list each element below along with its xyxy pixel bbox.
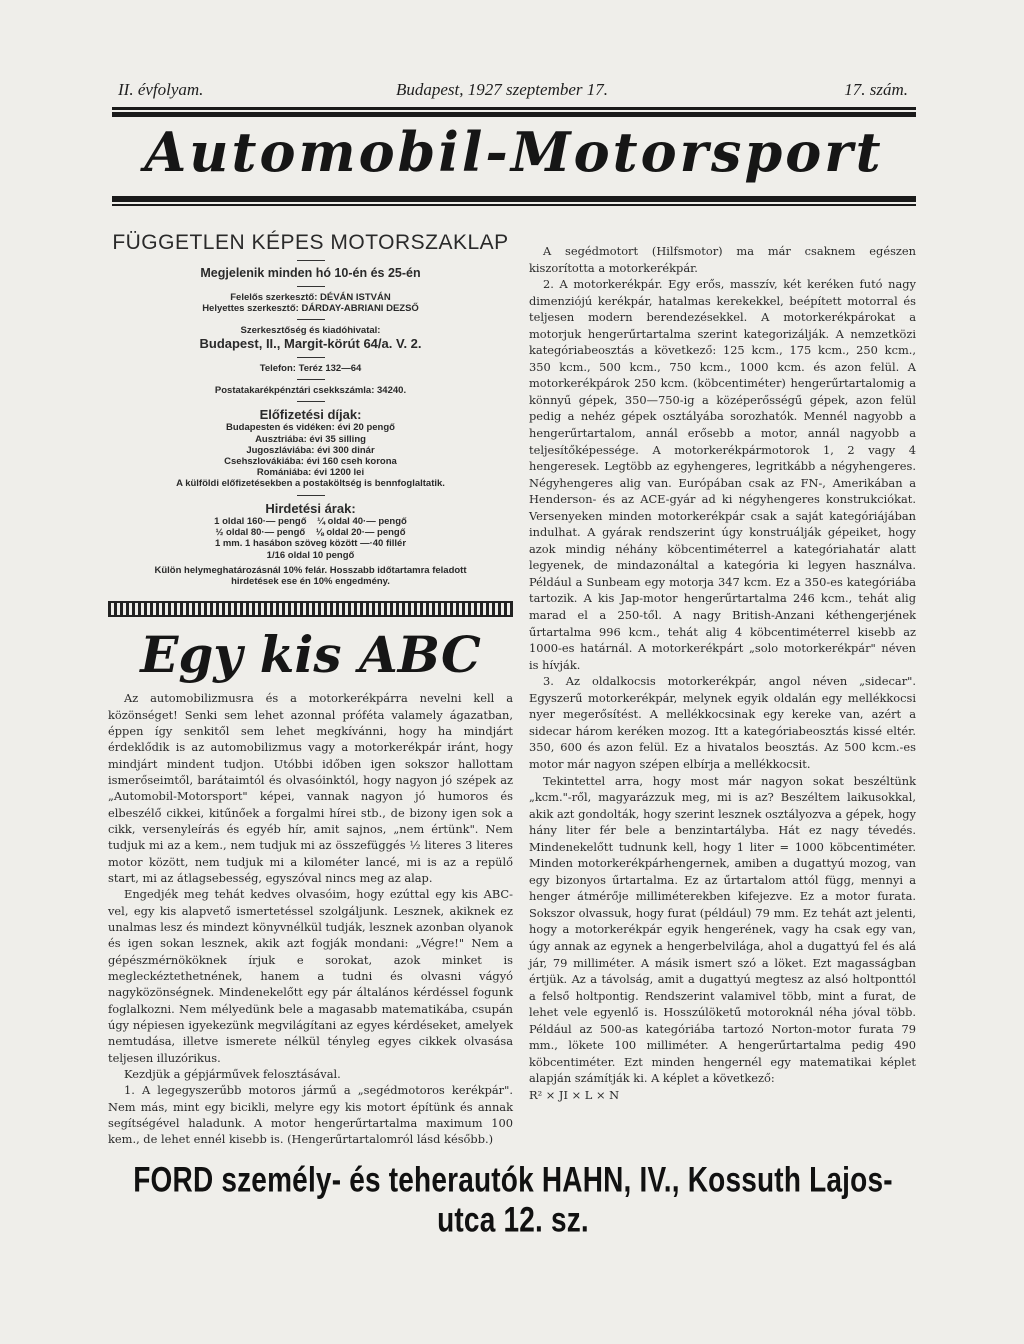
divider bbox=[297, 495, 325, 496]
ad-discount-note: Külön helymeghatározásnál 10% felár. Hosszabb időtartamra feladott bbox=[154, 564, 467, 576]
deputy-editor: Helyettes szerkesztő: DÁRDAY-ABRIANI DEZSŐ bbox=[202, 302, 419, 314]
divider bbox=[297, 319, 325, 320]
article-body-left bbox=[108, 690, 513, 1148]
ad-discount-note: hirdetések ese én 10% engedmény. bbox=[231, 575, 390, 587]
article-paragraph: A segédmotort (Hilfsmotor) ma már csaknem egészen kiszorította a motorkerékpár. bbox=[529, 244, 916, 275]
ads-title: Hirdetési árak: bbox=[265, 500, 356, 516]
advertisement-banner: FORD személy- és teherautók HAHN, IV., Kossuth Lajos-utca 12. sz. bbox=[133, 1160, 893, 1239]
postal-account: Postatakarékpénztári csekkszámla: 34240. bbox=[214, 384, 407, 396]
subscription-line: Jugoszláviába: évi 300 dinár bbox=[246, 444, 375, 456]
header-rule-thick bbox=[112, 112, 916, 117]
ad-price-line: 1 mm. 1 hasábon szöveg között —·40 fillér bbox=[214, 538, 407, 550]
phone-number: Telefon: Teréz 132—64 bbox=[259, 362, 362, 374]
masthead-title: Automobil-Motorsport bbox=[144, 120, 884, 184]
masthead-rule bbox=[112, 196, 916, 202]
divider bbox=[297, 357, 325, 358]
responsible-editor: Felelős szerkesztő: DÉVÁN ISTVÁN bbox=[230, 291, 391, 303]
issue-number: 17. szám. bbox=[844, 80, 908, 99]
decorative-rule bbox=[108, 601, 513, 617]
article-paragraph: 1. A legegyszerűbb motoros jármű a „segédmotoros kerékpár". Nem más, mint egy bicikli, melyre egy kis motort építünk és annak segítségével haladunk. A motor hengerűrtartalma maximum 100 kem., de lehet ennél kisebb is. (Hengerűrtartalomról lásd később.) bbox=[108, 1083, 513, 1147]
office-address: Budapest, II., Margit-körút 64/a. V. 2. bbox=[199, 336, 422, 352]
divider bbox=[297, 401, 325, 402]
divider bbox=[297, 379, 325, 380]
publication-schedule: Megjelenik minden hó 10-én és 25-én bbox=[200, 266, 421, 280]
article-paragraph: Az automobilizmusra és a motorkerékpárra nevelni kell a közönséget! Senki sem lehet azonnal próféta valamely ágazatban, éppen így senkitől sem lehet megkívánni, hogy ha mindjárt érdeklődik is az automobilizmus vagy a motorkerékpár iránt, hogy mindjárt mindent tudjon. Utóbbi időben igen sokszor hallottam ismerőseimtől, barátaimtól és olvasóinktól, hogy nagyon jó szépek az „Automobil-Motorsport" képei, vannak nagyon jó humoros és elbeszélő cikkei, kitűnőek a forgalmi hírei stb., de bizony igen sok a cikk, versenyleírás és egyéb hír, amit sajnos, „nem értünk". Nem tudjuk mi az a kem., nem tudjuk mi az összefüggés ½ literes 3 literes motor között, nem tudjuk mi a kilométer lancé, mi is az a repülő start, mi az átlagsebesség, egyszóval nincs meg az alap. bbox=[108, 691, 513, 885]
left-column bbox=[108, 225, 513, 1148]
subscription-line: Ausztriába: évi 35 silling bbox=[255, 433, 366, 445]
ad-price-line: 1 oldal 160·— pengő ¼ oldal 40·— pengő bbox=[214, 515, 407, 527]
divider bbox=[297, 260, 325, 261]
subscription-line: Csehszlovákiába: évi 160 cseh korona bbox=[224, 456, 397, 468]
article-paragraph: Tekintettel arra, hogy most már nagyon sokat beszéltünk „kcm."-ről, magyarázzuk meg, mi is az? Beszéltem laikusokkal, akik azt gondolták, hogy szerint lesznek osztályozva a gépek, hogy hány liter fér bele a benzintartályba. Hát ez nagy tévedés. Mindenekelőtt tudnunk kell, hogy 1 liter = 1000 köbcentiméter. Minden motorkerékpárhengernek, amiben a dugattyú mozog, van egy bizonyos űrtartalma. Ez az űrtartalom attól függ, mennyi a henger átmérője milliméterekben kifejezve. Ez a motor furata. Sokszor olvassuk, hogy furat (például) 79 mm. Ez tehát azt jelenti, hogy a motorkerékpár egyik hengerének, vagy ha csak egy van, úgy annak az egynek a hengerbelvilága, ahol a dugattyú fel és alá jár, 79 milliméter. A másik ismert szó a löket. Ezt magasságban értjük. Az a távolság, amit a dugattyú megtesz az alsó holtponttól a felső holtpontig. Rendszerint valamivel több, mint a furat, de lehet vele egyenlő is. Hosszúlöketű motoroknál néha jóval több. Például az 500-as kategóriába tartozó Norton-motor furata 79 mm., lökete 100 milliméter. A hengerűrtartalma pedig 490 köbcentiméter. Ezt minden hengernél egy matematikai képlet alapján számítják ki. A képlet a következő: bbox=[529, 773, 916, 1086]
subscription-line: Romániába: évi 1200 lei bbox=[256, 467, 365, 479]
subscription-note: A külföldi előfizetésekben a postaköltség is bennfoglaltatik. bbox=[176, 478, 445, 490]
article-paragraph: 2. A motorkerékpár. Egy erős, masszív, két keréken futó nagy dimenziójú kerékpár, hatalmas kerekekkel, beépített motorral és teljesen modern berendezésekkel. A motorkerékpárokat a motorjuk hengerűrtartalma szerint kategorizálják. A nemzetközi kategóriabeosztás a következő: 125 kcm., 175 kcm., 250 kcm., 350 kcm., 500 kcm., 750 kcm., 1000 kcm. és azon felül. A motorkerékpárok 250 kcm. (köbcentiméter) hengerűrtartalomig a könnyű gépek, 350—750-ig a középerősségű gépek, azon felül pedig a nehéz gépek osztályába sorozhatók. Mennél nagyobb a hengerűrtartalom, annál erősebb a motor, annál nagyobb a teljesítőképessége. A motorkerékpármotorok 1, 2 vagy 4 hengeresek. Legtöbb az egyhengeres, legritkább a négyhengeres. Négyhengeres alig van. Európában csak az FN-, Amerikában a Henderson- és az ACE-gyár ad ki négyhengeres konstrukciókat. Versenyeken minden motorkerékpár csak a saját kategóriájában indulhat. A gyárak rendszerint úgy konstruálják gépeiket, hogy azok mindig néhány köbcentiméterrel a kategóriahatár alatt legyenek, de mindazonáltal a kategória ki legyen használva. Például a Sunbeam egy motorja 347 kcm. Ez a 350-es kategóriába tartozik. A kis Jap-motor hengerűrtartalma 246 kcm., tehát alig marad el a 250-től. A nagy British-Anzani kéthengerjének űrtartalma 996 kcm., tehát alig 4 köbcentiméterrel kisebb az 1000-es határnál. A motorkerékpárt „solo motorkerékpár" néven is hívják. bbox=[529, 277, 916, 672]
issue-header bbox=[118, 80, 908, 106]
masthead-rule-thin bbox=[112, 204, 916, 206]
volume-label: II. évfolyam. bbox=[118, 80, 204, 99]
paper-subtitle: FÜGGETLEN KÉPES MOTORSZAKLAP bbox=[112, 231, 509, 254]
article-paragraph: Engedjék meg tehát kedves olvasóim, hogy ezúttal egy kis ABC-vel, egy kis alapvető ismertetéssel szolgáljunk. Lesznek, akiknek ez unalmas lesz és mindezt könyvnélkül tudják, lesznek azonban olyanok és igen sokan lesznek, akik azt fogják mondani: „Végre!" Nem a gépészmérnököknek írjuk e sorokat, azok minket is megleckéztethetnének, hanem a tudni és olvasni vágyó nagyközönségnek. Mindenekelőtt egy pár általános kérdéssel fogunk foglalkozni. Nem mélyedünk bele a magasabb matematikába, csupán úgy népiesen igyekezünk megvilágítani az egyes kérdéseket, amelyek nemtudása, illetve ismerete nélkül tényleg egyes cikkek olvasása teljesen illuzórikus. bbox=[108, 887, 513, 1065]
place-date: Budapest, 1927 szeptember 17. bbox=[396, 80, 609, 99]
ad-price-line: ½ oldal 80·— pengő ⅛ oldal 20·— pengő bbox=[215, 527, 406, 539]
article-paragraph: Kezdjük a gépjárművek felosztásával. bbox=[124, 1067, 341, 1082]
imprint-box bbox=[108, 266, 513, 587]
formula: R² × JI × L × N bbox=[529, 1087, 620, 1102]
header-rule bbox=[112, 107, 916, 110]
office-label: Szerkesztőség és kiadóhivatal: bbox=[240, 325, 381, 337]
article-title: Egy kis ABC bbox=[140, 625, 481, 685]
article-paragraph: 3. Az oldalkocsis motorkerékpár, angol néven „sidecar". Egyszerű motorkerékpár, melynek egyik oldalán egy mellékkocsi nyer megerősítést. A mellékkocsinak egy kereke van, azért a sidecar három keréken mozog. Itt a kategóriabeosztás kissé eltér. 350, 600 és azon felül. Ez a hivatalos beosztás. Az 500 kcm.-es motor már nagyon szépen elbírja a mellékkocsit. bbox=[529, 674, 916, 771]
right-column bbox=[529, 243, 916, 1103]
subscription-title: Előfizetési díjak: bbox=[259, 407, 362, 423]
subscription-line: Budapesten és vidéken: évi 20 pengő bbox=[226, 422, 395, 434]
ad-price-line: 1/16 oldal 10 pengő bbox=[266, 549, 355, 561]
divider bbox=[297, 286, 325, 287]
